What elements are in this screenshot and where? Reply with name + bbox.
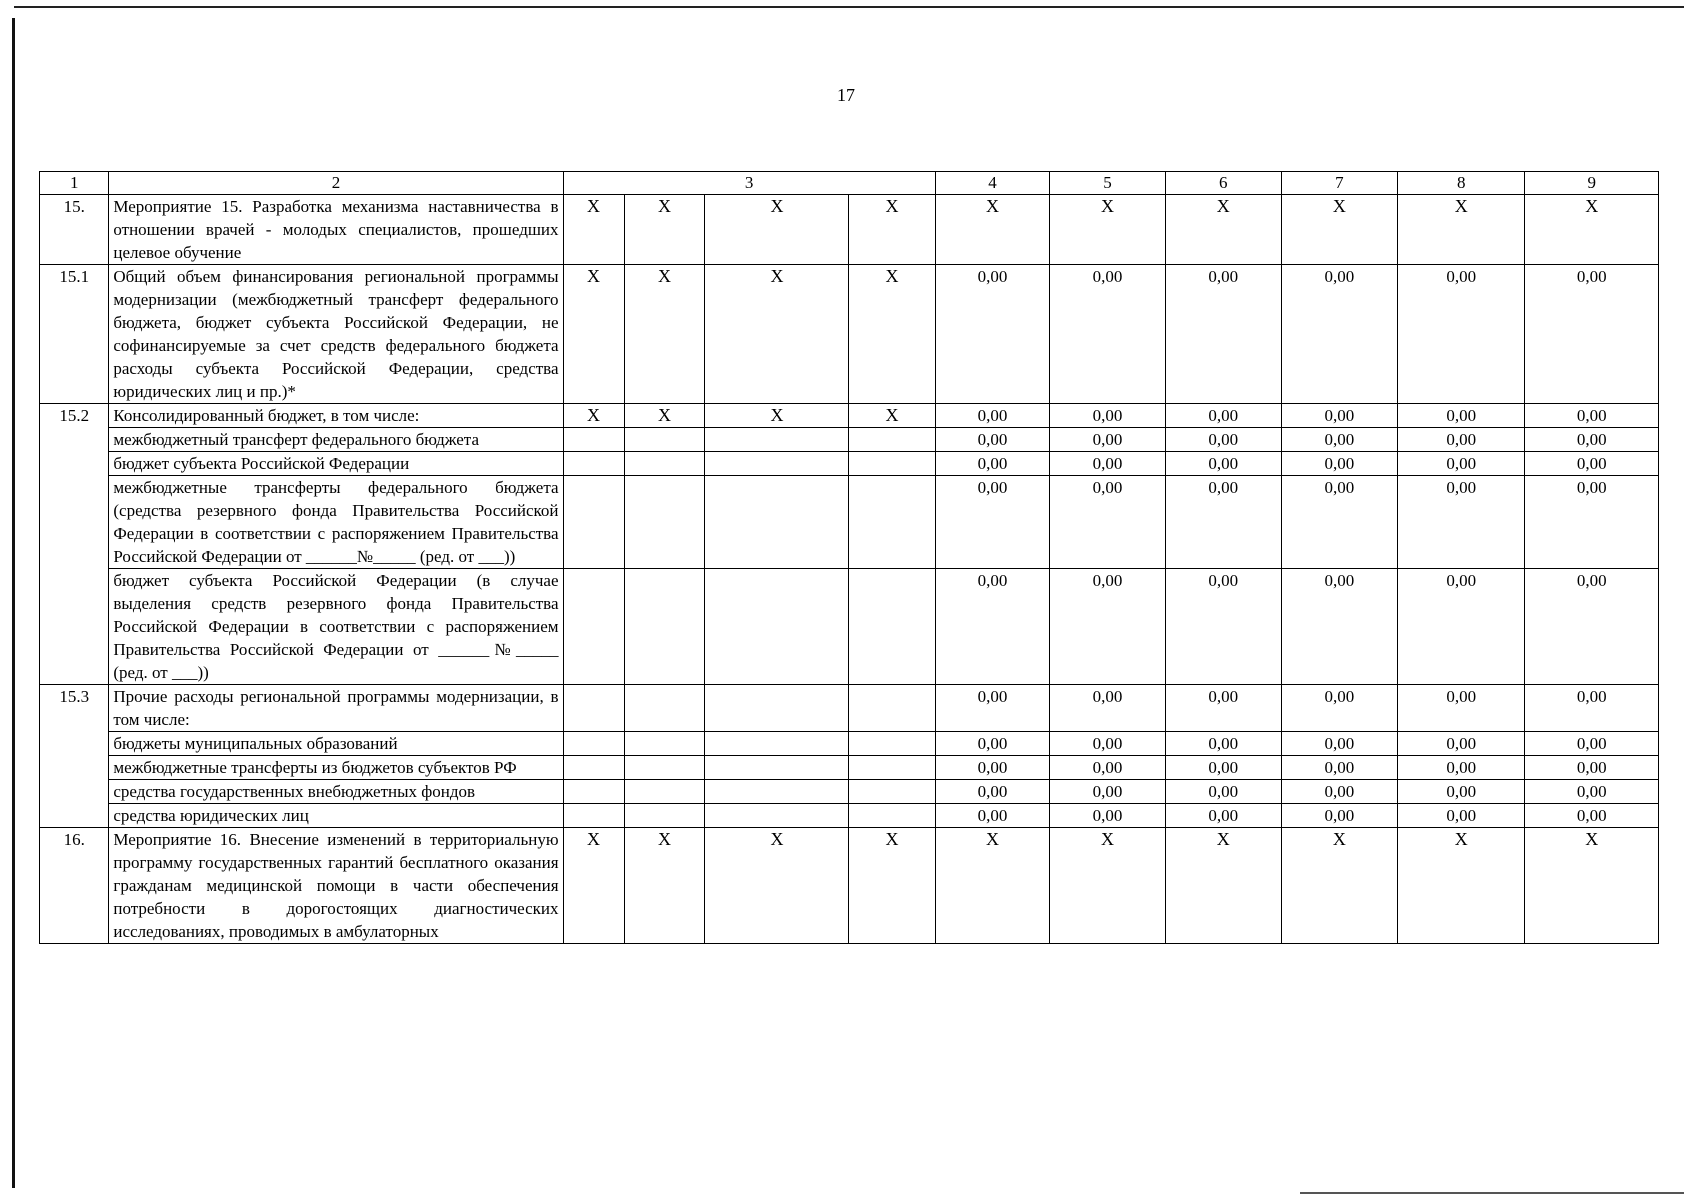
table-row-15-2-consolidated	[40, 404, 1659, 428]
empty-cell	[849, 756, 935, 780]
x-mark: X	[563, 265, 624, 404]
col-header-3: 3	[563, 172, 935, 195]
x-mark: X	[1525, 195, 1659, 265]
value-cell: 0,00	[1398, 780, 1525, 804]
value-cell: 0,00	[1050, 428, 1166, 452]
table-row-15-3-other	[40, 685, 1659, 732]
col-header-1: 1	[40, 172, 109, 195]
x-mark: X	[849, 404, 935, 428]
empty-cell	[705, 685, 849, 732]
empty-cell	[563, 452, 624, 476]
empty-cell	[849, 732, 935, 756]
empty-cell	[705, 804, 849, 828]
empty-cell	[849, 452, 935, 476]
value-cell: 0,00	[1050, 265, 1166, 404]
value-cell: 0,00	[1050, 476, 1166, 569]
value-cell: 0,00	[1525, 732, 1659, 756]
value-cell: 0,00	[1165, 452, 1281, 476]
value-cell: 0,00	[1525, 476, 1659, 569]
row-number: 16.	[40, 828, 109, 944]
empty-cell	[705, 476, 849, 569]
x-mark: X	[705, 265, 849, 404]
x-mark: X	[624, 404, 705, 428]
x-mark: X	[849, 265, 935, 404]
x-mark: X	[1525, 828, 1659, 944]
financing-table	[39, 171, 1659, 944]
value-cell: 0,00	[1281, 780, 1398, 804]
col-header-8: 8	[1398, 172, 1525, 195]
value-cell: 0,00	[1398, 428, 1525, 452]
x-mark: X	[1281, 828, 1398, 944]
value-cell: 0,00	[935, 756, 1050, 780]
value-cell: 0,00	[1398, 476, 1525, 569]
value-cell: 0,00	[1165, 476, 1281, 569]
col-header-6: 6	[1165, 172, 1281, 195]
table-row-15-2-reserve-transfers	[40, 476, 1659, 569]
value-cell: 0,00	[1398, 732, 1525, 756]
value-cell: 0,00	[1050, 732, 1166, 756]
x-mark: X	[563, 404, 624, 428]
empty-cell	[849, 780, 935, 804]
empty-cell	[563, 685, 624, 732]
empty-cell	[705, 756, 849, 780]
x-mark: X	[935, 195, 1050, 265]
x-mark: X	[1398, 195, 1525, 265]
value-cell: 0,00	[1165, 804, 1281, 828]
x-mark: X	[705, 828, 849, 944]
x-mark: X	[563, 828, 624, 944]
empty-cell	[624, 685, 705, 732]
empty-cell	[563, 428, 624, 452]
table-row-15-2-subject-budget	[40, 452, 1659, 476]
col-header-7: 7	[1281, 172, 1398, 195]
x-mark: X	[1281, 195, 1398, 265]
table-row-16	[40, 828, 1659, 944]
value-cell: 0,00	[1398, 756, 1525, 780]
value-cell: 0,00	[1398, 452, 1525, 476]
value-cell: 0,00	[1165, 732, 1281, 756]
x-mark: X	[624, 828, 705, 944]
row-number: 15.	[40, 195, 109, 265]
empty-cell	[705, 452, 849, 476]
value-cell: 0,00	[935, 804, 1050, 828]
value-cell: 0,00	[1165, 265, 1281, 404]
empty-cell	[563, 780, 624, 804]
row-description: Общий объем финансирования региональной программы модернизации (межбюджетный трансферт федерального бюджета, бюджет субъекта Российской Федерации, не софинансируемые за счет средств федерального бюджета расходы субъекта Российской Федерации, средства юридических лиц и пр.)*	[109, 265, 563, 404]
value-cell: 0,00	[1281, 756, 1398, 780]
table-row-15-2-subject-reserve	[40, 569, 1659, 685]
empty-cell	[849, 569, 935, 685]
value-cell: 0,00	[1050, 756, 1166, 780]
empty-cell	[705, 732, 849, 756]
row-number: 15.2	[40, 404, 109, 685]
value-cell: 0,00	[935, 476, 1050, 569]
value-cell: 0,00	[935, 452, 1050, 476]
value-cell: 0,00	[1525, 265, 1659, 404]
value-cell: 0,00	[1165, 569, 1281, 685]
table-row-15-3-subject-transfers	[40, 756, 1659, 780]
value-cell: 0,00	[1398, 404, 1525, 428]
row-description: Мероприятие 15. Разработка механизма наставничества в отношении врачей - молодых специалистов, прошедших целевое обучение	[109, 195, 563, 265]
empty-cell	[624, 804, 705, 828]
empty-cell	[624, 756, 705, 780]
col-header-5: 5	[1050, 172, 1166, 195]
empty-cell	[563, 569, 624, 685]
value-cell: 0,00	[1525, 804, 1659, 828]
empty-cell	[563, 756, 624, 780]
value-cell: 0,00	[1281, 685, 1398, 732]
empty-cell	[624, 452, 705, 476]
col-header-2: 2	[109, 172, 563, 195]
x-mark: X	[1050, 195, 1166, 265]
value-cell: 0,00	[1398, 804, 1525, 828]
empty-cell	[849, 476, 935, 569]
empty-cell	[563, 476, 624, 569]
table-row-15-1	[40, 265, 1659, 404]
value-cell: 0,00	[935, 404, 1050, 428]
x-mark: X	[624, 195, 705, 265]
empty-cell	[624, 732, 705, 756]
table-row-15-3-extrabudgetary	[40, 780, 1659, 804]
row-description: межбюджетные трансферты из бюджетов субъектов РФ	[109, 756, 563, 780]
value-cell: 0,00	[1281, 569, 1398, 685]
value-cell: 0,00	[1525, 780, 1659, 804]
value-cell: 0,00	[1050, 685, 1166, 732]
x-mark: X	[1050, 828, 1166, 944]
empty-cell	[849, 428, 935, 452]
value-cell: 0,00	[935, 569, 1050, 685]
row-number: 15.1	[40, 265, 109, 404]
x-mark: X	[1165, 828, 1281, 944]
value-cell: 0,00	[1281, 428, 1398, 452]
value-cell: 0,00	[1281, 732, 1398, 756]
x-mark: X	[849, 828, 935, 944]
x-mark: X	[705, 195, 849, 265]
col-header-4: 4	[935, 172, 1050, 195]
scan-bottom-edge	[1300, 1192, 1684, 1194]
value-cell: 0,00	[1525, 685, 1659, 732]
value-cell: 0,00	[1398, 569, 1525, 685]
value-cell: 0,00	[1165, 756, 1281, 780]
table-row-15	[40, 195, 1659, 265]
x-mark: X	[624, 265, 705, 404]
value-cell: 0,00	[1281, 476, 1398, 569]
value-cell: 0,00	[1525, 404, 1659, 428]
value-cell: 0,00	[1525, 756, 1659, 780]
row-description: бюджеты муниципальных образований	[109, 732, 563, 756]
row-description: Прочие расходы региональной программы модернизации, в том числе:	[109, 685, 563, 732]
row-description: Мероприятие 16. Внесение изменений в территориальную программу государственных гарантий бесплатного оказания гражданам медицинской помощи в части обеспечения потребности в дорогостоящих диагностических исследованиях, проводимых в амбулаторных	[109, 828, 563, 944]
value-cell: 0,00	[1165, 780, 1281, 804]
value-cell: 0,00	[1398, 685, 1525, 732]
value-cell: 0,00	[1398, 265, 1525, 404]
value-cell: 0,00	[1165, 428, 1281, 452]
value-cell: 0,00	[1050, 569, 1166, 685]
empty-cell	[849, 685, 935, 732]
empty-cell	[849, 804, 935, 828]
empty-cell	[624, 569, 705, 685]
x-mark: X	[1165, 195, 1281, 265]
value-cell: 0,00	[935, 732, 1050, 756]
row-description: Консолидированный бюджет, в том числе:	[109, 404, 563, 428]
value-cell: 0,00	[1525, 569, 1659, 685]
x-mark: X	[563, 195, 624, 265]
value-cell: 0,00	[935, 780, 1050, 804]
value-cell: 0,00	[1525, 452, 1659, 476]
column-header-row	[40, 172, 1659, 195]
empty-cell	[624, 428, 705, 452]
empty-cell	[624, 476, 705, 569]
row-description: межбюджетные трансферты федерального бюджета (средства резервного фонда Правительства Российской Федерации в соответствии с распоряжением Правительства Российской Федерации от ______№_____ (ред. от ___))	[109, 476, 563, 569]
value-cell: 0,00	[1050, 780, 1166, 804]
value-cell: 0,00	[1281, 804, 1398, 828]
page-number: 17	[837, 85, 855, 105]
value-cell: 0,00	[935, 265, 1050, 404]
value-cell: 0,00	[1165, 685, 1281, 732]
value-cell: 0,00	[1281, 265, 1398, 404]
value-cell: 0,00	[1050, 804, 1166, 828]
row-description: средства государственных внебюджетных фондов	[109, 780, 563, 804]
x-mark: X	[1398, 828, 1525, 944]
empty-cell	[563, 804, 624, 828]
col-header-9: 9	[1525, 172, 1659, 195]
row-number: 15.3	[40, 685, 109, 828]
value-cell: 0,00	[1525, 428, 1659, 452]
table-row-15-3-legal-entities	[40, 804, 1659, 828]
row-description: бюджет субъекта Российской Федерации (в случае выделения средств резервного фонда Правительства Российской Федерации в соответствии с распоряжением Правительства Российской Федерации от ______№_____ (ред. от ___))	[109, 569, 563, 685]
table-row-15-3-municipal	[40, 732, 1659, 756]
table-row-15-2-federal-transfer	[40, 428, 1659, 452]
x-mark: X	[705, 404, 849, 428]
value-cell: 0,00	[1281, 452, 1398, 476]
value-cell: 0,00	[935, 428, 1050, 452]
scan-left-edge	[12, 18, 15, 1188]
value-cell: 0,00	[935, 685, 1050, 732]
x-mark: X	[935, 828, 1050, 944]
row-description: межбюджетный трансферт федерального бюджета	[109, 428, 563, 452]
empty-cell	[705, 569, 849, 685]
empty-cell	[563, 732, 624, 756]
value-cell: 0,00	[1165, 404, 1281, 428]
value-cell: 0,00	[1050, 404, 1166, 428]
empty-cell	[705, 428, 849, 452]
row-description: средства юридических лиц	[109, 804, 563, 828]
value-cell: 0,00	[1281, 404, 1398, 428]
scan-top-edge	[14, 6, 1684, 8]
empty-cell	[624, 780, 705, 804]
x-mark: X	[849, 195, 935, 265]
row-description: бюджет субъекта Российской Федерации	[109, 452, 563, 476]
empty-cell	[705, 780, 849, 804]
value-cell: 0,00	[1050, 452, 1166, 476]
